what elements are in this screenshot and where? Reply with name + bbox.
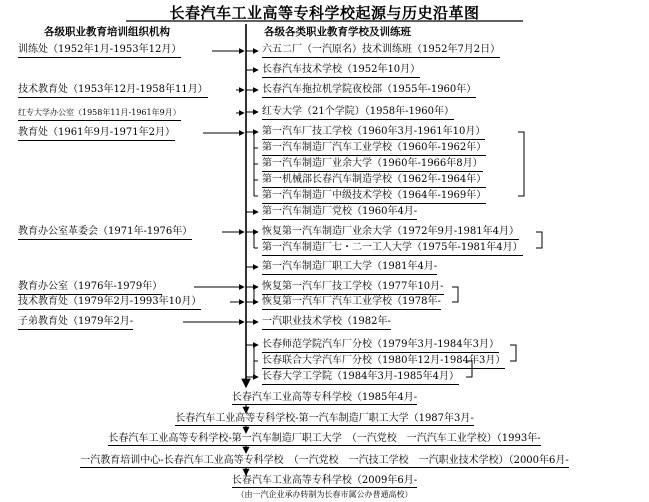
right-item: 第一汽车厂技工学校（1960年3月-1961年10月） (262, 126, 485, 140)
left-item: 技术教育处（1979年2月-1993年10月） (18, 296, 201, 310)
left-item: 技术教育处（1953年12月-1958年11月） (18, 84, 208, 98)
bottom-item-text: 长春汽车工业高等专科学校（1985年4月- (231, 392, 418, 403)
bottom-item (0, 413, 649, 425)
left-item: 红专大学办公室（1958年11月-1961年9月） (18, 107, 181, 121)
left-column-header: 各级职业教育培训组织机构 (44, 26, 170, 38)
right-column-header: 各级各类职业教育学校及训练班 (264, 26, 411, 38)
right-item: 六五二厂（一汽原名）技术训练班（1952年7月2日） (262, 44, 500, 58)
right-item: 恢复第一汽车厂技工学校（1977年10月- (262, 281, 444, 295)
right-item: 长春联合大学汽车厂分校（1980年12月-1984年3月） (262, 355, 505, 369)
right-item: 第一机械部长春汽车制造学校（1962年-1964年） (262, 174, 486, 188)
connector-segment (510, 345, 516, 361)
bottom-item (0, 433, 649, 445)
bottom-item-text: 长春汽车工业高等专科学校-第一汽车制造厂职工大学 （一汽党校 一汽汽车工业学校）（1993年- (108, 433, 541, 444)
bottom-item (0, 392, 649, 404)
right-item: 长春大学工学院（1984年3月-1985年4月） (262, 371, 459, 385)
left-item: 教育办公室革委会（1971年-1976年） (18, 226, 192, 240)
bottom-item (0, 455, 649, 467)
right-item: 长春师范学院汽车厂分校（1979年3月-1984年3月） (262, 339, 499, 353)
right-item: 恢复第一汽车制造厂业余大学（1972年9月-1981年4月） (262, 226, 519, 240)
connector-segment (536, 232, 542, 248)
left-item: 训练处（1952年1月-1953年12月） (18, 44, 181, 58)
left-item: 教育处（1961年9月-1971年2月） (18, 127, 175, 141)
right-item: 第一汽车制造厂职工大学（1981年4月- (262, 261, 437, 275)
bottom-item (0, 475, 649, 487)
right-item: 第一汽车制造厂业余大学（1960年-1966年8月） (262, 158, 483, 172)
right-item: 红专大学（21个学院）（1958年-1960年） (262, 106, 454, 120)
left-item: 教育办公室（1976年-1979年） (18, 281, 162, 295)
right-item: 第一汽车制造厂中级技术学校（1964年-1969年） (262, 190, 486, 204)
bottom-item-text: 长春汽车工业高等专科学校-第一汽车制造厂职工大学（1987年3月- (175, 413, 474, 424)
bottom-item-text: 一汽教育培训中心-长春汽车工业高等专科学校 （一汽党校 一汽技工学校 一汽职业技术学校）（2000年6月- (80, 455, 569, 466)
right-item: 第一汽车制造厂党校（1960年4月- (262, 206, 417, 220)
right-item: 第一汽车制造厂汽车工业学校（1960年-1962年） (262, 142, 486, 156)
chart-title: 长春汽车工业高等专科学校起源与历史沿革图 (169, 4, 480, 22)
bottom-item-text: 长春汽车工业高等专科学校（2009年6月- (231, 475, 418, 486)
left-item: 子弟教育处（1979年2月- (18, 316, 133, 330)
right-item: 长春汽车技术学校（1952年10月） (262, 64, 420, 78)
bottom-note: （由一汽企业承办转制为长春市属公办普通高校） (236, 490, 413, 499)
right-item: 第一汽车制造厂七・二一工人大学（1975年-1981年4月） (262, 242, 523, 256)
connector-segment (518, 132, 524, 196)
right-item: 长春汽车拖拉机学院夜校部（1955年-1960年） (262, 84, 476, 98)
right-item: 恢复第一汽车厂汽车工业学校（1978年- (262, 296, 441, 310)
right-item: 一汽职业技术学校（1982年- (262, 316, 391, 330)
connector-segment (452, 287, 458, 302)
